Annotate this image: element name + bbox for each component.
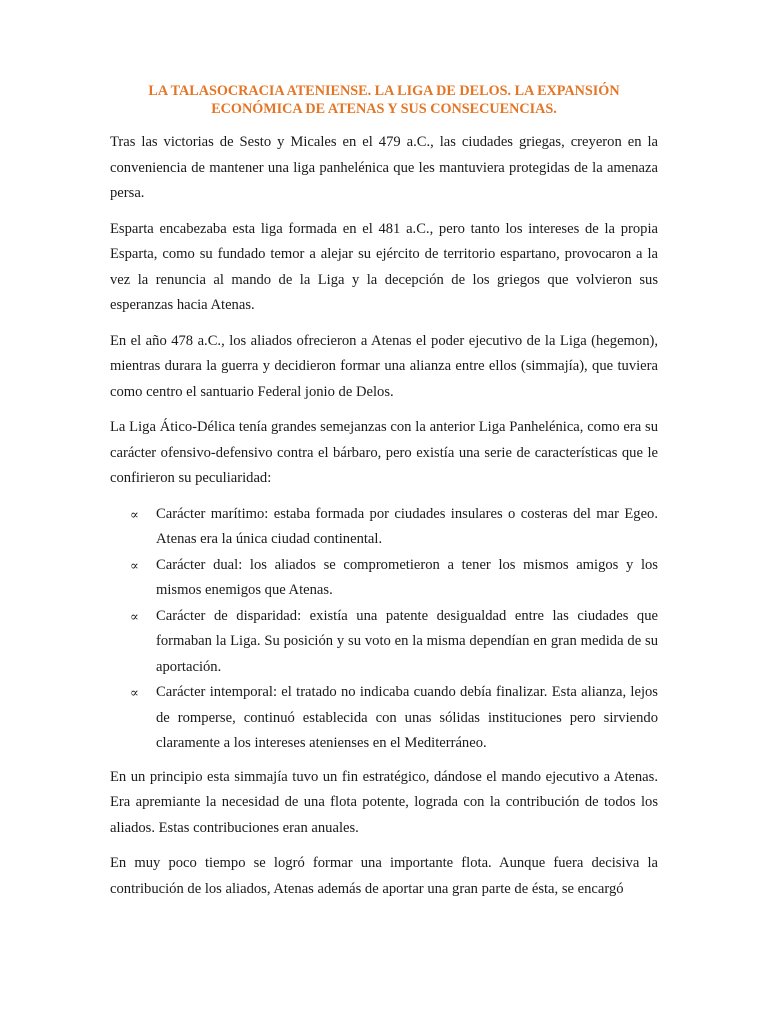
bullet-icon: ∝ xyxy=(130,685,139,700)
list-item-text: Carácter dual: los aliados se comprometieron a tener los mismos amigos y los mismos enemigos que Atenas. xyxy=(156,556,658,598)
title-line-2: ECONÓMICA DE ATENAS Y SUS CONSECUENCIAS. xyxy=(211,101,557,117)
list-item xyxy=(110,604,658,681)
list-item xyxy=(110,502,658,553)
list-item-text: Carácter intemporal: el tratado no indicaba cuando debía finalizar. Esta alianza, lejos de romperse, continuó establecida con unas sólidas instituciones pero sirviendo claramente a los intereses atenienses en el Mediterráneo. xyxy=(156,684,658,751)
list-item-text: Carácter de disparidad: existía una patente desigualdad entre las ciudades que formaban la Liga. Su posición y su voto en la misma dependían en gran medida de su aportación. xyxy=(156,607,658,675)
paragraph-flota: En muy poco tiempo se logró formar una importante flota. Aunque fuera decisiva la contribución de los aliados, Atenas además de aportar una gran parte de ésta, se encargó xyxy=(110,855,658,897)
title-line-1: LA TALASOCRACIA ATENIENSE. LA LIGA DE DELOS. LA EXPANSIÓN xyxy=(148,83,620,99)
paragraph-hegemon: En el año 478 a.C., los aliados ofrecieron a Atenas el poder ejecutivo de la Liga (hegemon), mientras durara la guerra y decidieron formar una alianza entre ellos (simmajía), que tuviera como centro el santuario Federal jonio de Delos. xyxy=(110,332,658,400)
document-title xyxy=(110,82,658,118)
list-item-text: Carácter marítimo: estaba formada por ciudades insulares o costeras del mar Egeo. Atenas era la única ciudad continental. xyxy=(156,505,658,547)
bullet-icon: ∝ xyxy=(130,608,139,624)
bullet-icon: ∝ xyxy=(130,506,139,522)
paragraph-intro: Tras las victorias de Sesto y Micales en el 479 a.C., las ciudades griegas, creyeron en la conveniencia de mantener una liga panhelénica que les mantuviera protegidas de la amenaza persa. xyxy=(110,134,658,201)
list-item xyxy=(110,680,658,757)
bullet-icon: ∝ xyxy=(130,557,139,573)
characteristics-list xyxy=(110,502,658,757)
list-item xyxy=(110,553,658,604)
paragraph-simmajia: En un principio esta simmajía tuvo un fin estratégico, dándose el mando ejecutivo a Atenas. Era apremiante la necesidad de una flota potente, lograda con la contribución de todos los aliados. Estas contribuciones eran anuales. xyxy=(110,768,658,836)
paragraph-esparta: Esparta encabezaba esta liga formada en el 481 a.C., pero tanto los intereses de la propia Esparta, como su fundado temor a alejar su ejército de territorio espartano, provocaron a la vez la renuncia al mando de la Liga y la decepción de los griegos que volvieron sus esperanzas hacia Atenas. xyxy=(110,220,658,313)
paragraph-liga-atico-delica: La Liga Ático-Délica tenía grandes semejanzas con la anterior Liga Panhelénica, como era su carácter ofensivo-defensivo contra el bárbaro, pero existía una serie de características que le confirieron su peculiaridad: xyxy=(110,419,658,486)
